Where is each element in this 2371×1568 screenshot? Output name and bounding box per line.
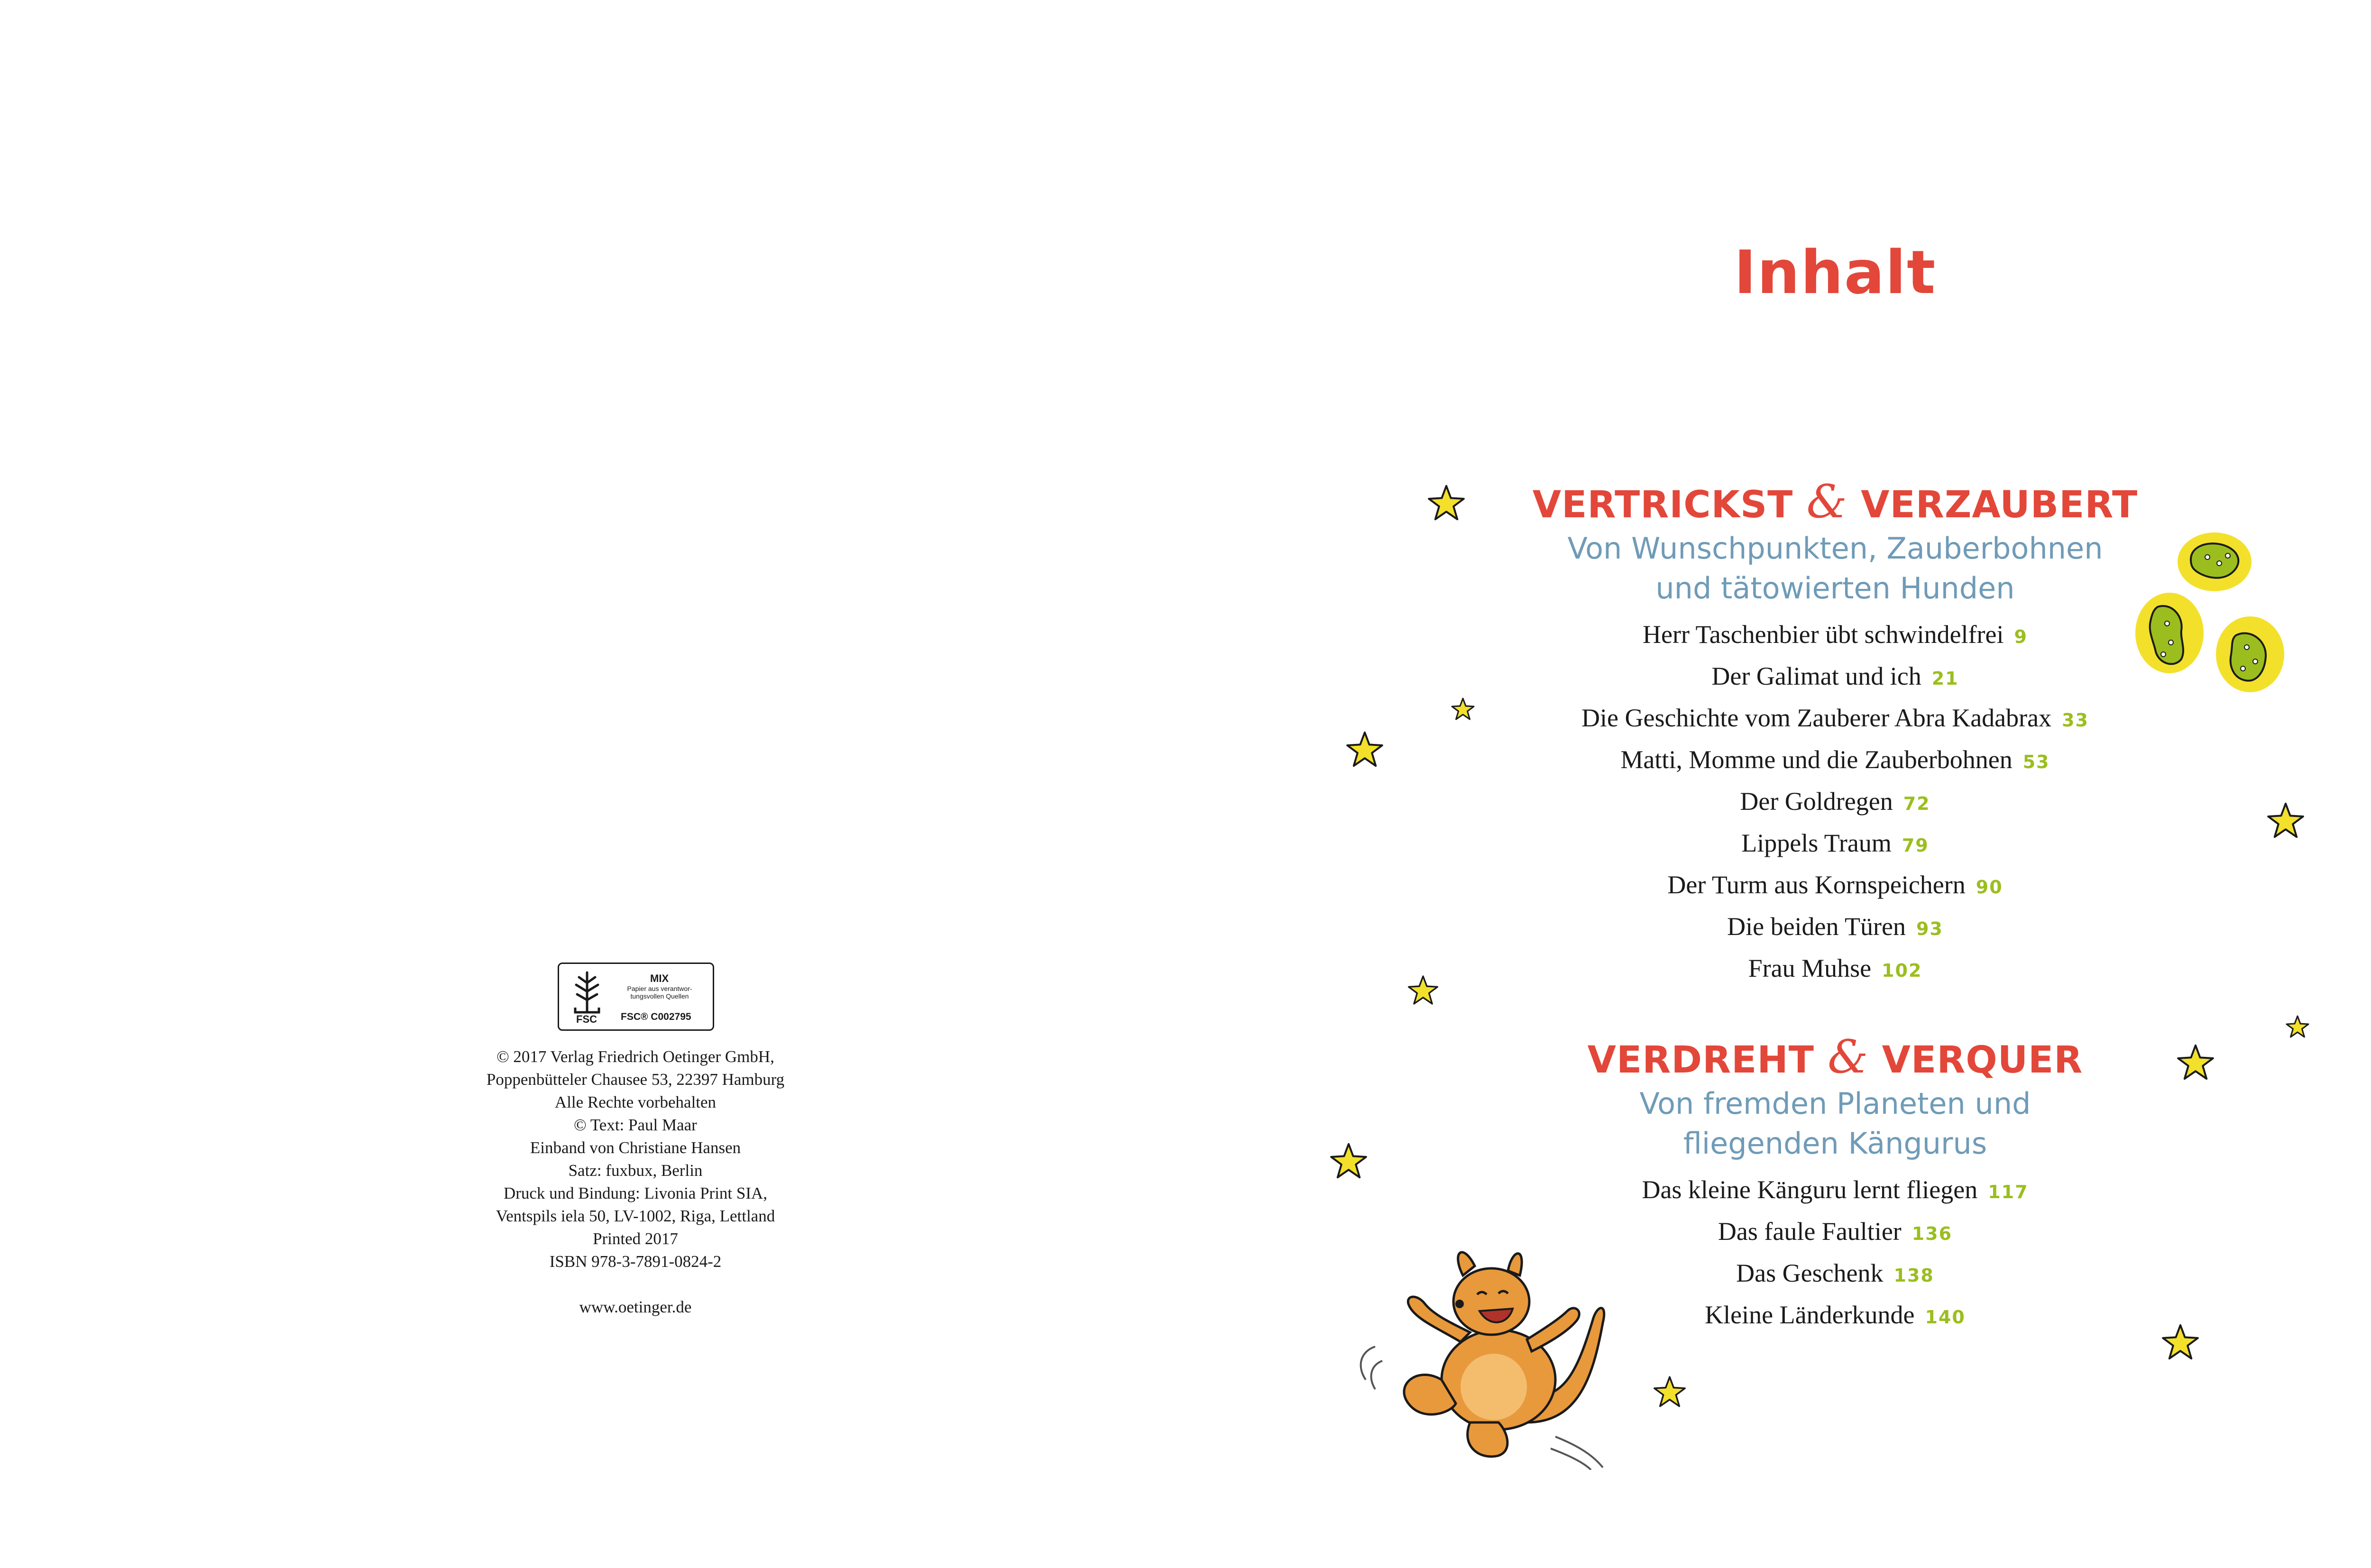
toc-entry-page: 138 [1893,1265,1934,1286]
toc-entry-page: 72 [1903,793,1930,814]
toc-entry[interactable] [1527,949,2143,990]
imprint-line: © Text: Paul Maar [574,1116,697,1134]
section-subtitle-line: fliegenden Kängurus [1683,1126,1987,1161]
toc-entry-title: Der Turm aus Kornspeichern [1667,871,1966,899]
toc-entry-page: 102 [1882,960,1922,981]
toc-entry-page: 117 [1988,1182,2029,1202]
toc-entry-page: 79 [1902,835,1929,856]
fsc-code: FSC® C002795 [621,1011,691,1022]
toc-entry-page: 93 [1916,918,1943,939]
toc-entry-title: Lippels Traum [1741,829,1892,857]
fsc-subtitle [612,985,707,1000]
imprint-line: Poppenbütteler Chausee 53, 22397 Hamburg [486,1070,785,1089]
star-icon [1427,484,1465,522]
star-icon [1451,697,1475,721]
imprint-line: Alle Rechte vorbehalten [554,1093,717,1111]
table-of-contents [1527,237,2143,1337]
toc-entry[interactable] [1527,782,2143,824]
toc-entry[interactable] [1527,657,2143,698]
imprint-line: Einband von Christiane Hansen [530,1138,741,1157]
toc-entry-title: Matti, Momme und die Zauberbohnen [1620,745,2013,774]
toc-section [1527,475,2143,990]
toc-entry-title: Die Geschichte vom Zauberer Abra Kadabrax [1581,704,2052,732]
toc-entry-title: Das Geschenk [1736,1259,1884,1287]
toc-entry[interactable] [1527,740,2143,782]
toc-entry-title: Frau Muhse [1748,954,1872,982]
imprint-line: Ventspils iela 50, LV-1002, Riga, Lettland [496,1207,775,1225]
toc-entry[interactable] [1527,615,2143,657]
section-title-part: VERDREHT [1587,1039,1814,1082]
star-icon [1346,730,1384,768]
toc-entry-page: 136 [1912,1223,1953,1244]
toc-entry[interactable] [1527,698,2143,740]
fsc-subtitle-line: Papier aus verantwor- [627,985,692,992]
toc-entry-title: Das kleine Känguru lernt fliegen [1642,1175,1978,1204]
toc-entry-page: 53 [2022,752,2050,772]
germ-icon [2172,526,2257,597]
toc-entry[interactable] [1527,907,2143,949]
fsc-mix-label: MIX [650,972,669,984]
germ-icon [2129,588,2210,678]
toc-entry-title: Kleine Länderkunde [1705,1301,1915,1329]
imprint-line: © 2017 Verlag Friedrich Oetinger GmbH, [496,1047,774,1066]
section-subtitle-line: Von fremden Planeten und [1639,1086,2031,1121]
imprint-line: Satz: fuxbux, Berlin [568,1161,703,1180]
toc-entry[interactable] [1527,824,2143,865]
imprint-line: Printed 2017 [593,1229,678,1248]
section-title-ampersand: & [1806,475,1847,528]
toc-entry-page: 33 [2062,710,2089,731]
section-title-ampersand: & [1828,1030,1869,1083]
toc-entry-title: Herr Taschenbier übt schwindelfrei [1643,620,2004,649]
toc-entry-page: 140 [1925,1307,1966,1328]
fsc-logo [558,963,714,1031]
germ-icon [2210,612,2290,697]
star-icon [1330,1142,1368,1180]
page-title: Inhalt [1734,238,1937,307]
imprint-line: ISBN 978-3-7891-0824-2 [549,1252,722,1271]
section-subtitle-line: und tätowierten Hunden [1655,571,2015,605]
section-title-part: VERZAUBERT [1861,484,2138,526]
star-icon [2177,1043,2215,1081]
toc-entry-title: Das faule Faultier [1718,1217,1902,1246]
star-icon [2267,801,2305,839]
toc-entry-page: 21 [1931,668,1959,689]
toc-entry-title: Der Galimat und ich [1711,662,1921,690]
toc-entry-page: 9 [2014,626,2028,647]
toc-entry[interactable] [1527,865,2143,907]
imprint-line: Druck und Bindung: Livonia Print SIA, [503,1184,768,1202]
toc-entry-page: 90 [1976,877,2003,898]
toc-entry-title: Der Goldregen [1740,787,1893,816]
star-icon [1407,974,1439,1006]
section-title [1527,1030,2143,1084]
section-title-part: VERTRICKST [1532,484,1793,526]
fsc-subtitle-line: tungsvollen Quellen [630,992,689,1000]
section-title [1527,475,2143,529]
publisher-website-link[interactable]: www.oetinger.de [579,1298,692,1316]
star-icon [2286,1015,2309,1038]
section-title-part: VERQUER [1882,1039,2083,1082]
imprint [436,1045,835,1319]
kangaroo-illustration [1356,1223,1688,1470]
section-subtitle-line: Von Wunschpunkten, Zauberbohnen [1567,531,2103,566]
fsc-brand: FSC [576,1013,597,1025]
toc-entry-title: Die beiden Türen [1727,912,1906,941]
toc-entry[interactable] [1527,1170,2143,1212]
star-icon [2161,1323,2199,1361]
toc-entry-list [1527,615,2143,990]
